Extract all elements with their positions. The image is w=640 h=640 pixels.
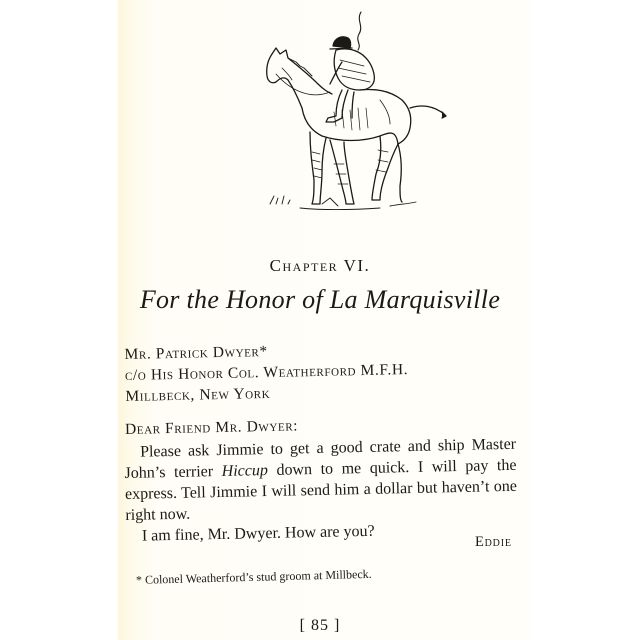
address-line-city: Millbeck, New York bbox=[125, 384, 271, 405]
chapter-title: For the Honor of La Marquisville bbox=[139, 285, 501, 314]
letter-paragraph bbox=[124, 434, 518, 526]
paragraph-text: Please ask Jimmie to get a good crate and ship Master John’s terrier bbox=[124, 435, 517, 483]
horse-and-rider-illustration bbox=[230, 4, 450, 216]
letter-address bbox=[124, 338, 408, 407]
letter-body bbox=[124, 434, 518, 547]
page-number: [ 85 ] bbox=[299, 617, 341, 634]
letter-signature: Eddie bbox=[475, 534, 512, 550]
chapter-heading: Chapter VI. bbox=[269, 256, 371, 275]
paragraph-text: down to me quick. I will pay the express. Tell Jimmie I will send him a dollar but haven’t one right now. bbox=[124, 456, 518, 524]
dog-name-italic: Hiccup bbox=[221, 462, 269, 480]
letter-paragraph: I am fine, Mr. Dwyer. How are you? bbox=[141, 522, 375, 545]
address-line-recipient: Mr. Patrick Dwyer* bbox=[124, 343, 268, 364]
address-line-care-of: c/o His Honor Col. Weatherford M.F.H. bbox=[124, 361, 409, 384]
footnote: * Colonel Weatherford’s stud groom at Millbeck. bbox=[135, 566, 372, 587]
letter-salutation: Dear Friend Mr. Dwyer: bbox=[124, 417, 299, 438]
